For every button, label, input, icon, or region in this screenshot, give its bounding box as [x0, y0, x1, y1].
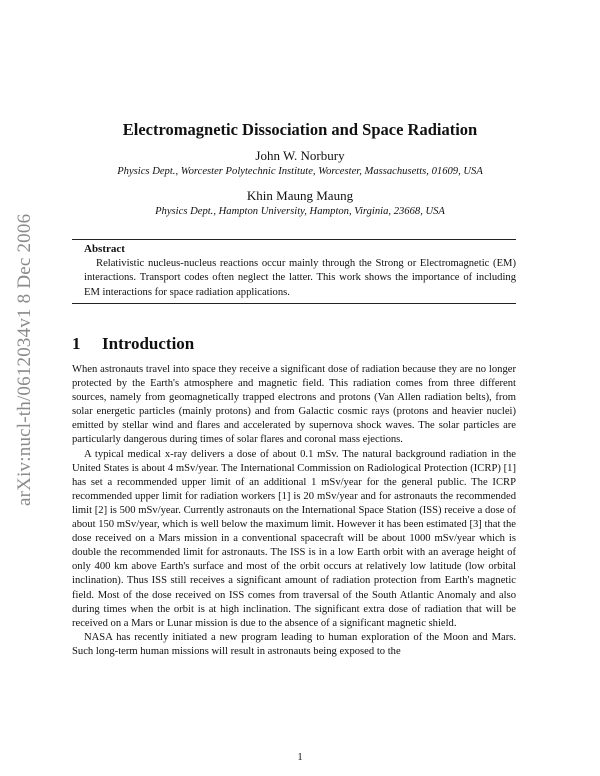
page-number: 1 — [297, 752, 303, 763]
abstract-bottom-rule — [72, 303, 516, 304]
abstract-heading: Abstract — [84, 243, 125, 255]
author-affiliation: Physics Dept., Worcester Polytechnic Institute, Worcester, Massachusetts, 01609, USA — [117, 166, 483, 177]
author-affiliation: Physics Dept., Hampton University, Hampton, Virginia, 23668, USA — [155, 206, 445, 217]
abstract-text: Relativistic nucleus-nucleus reactions occur mainly through the Strong or Electromagnetic (EM) interactions. Transport codes often neglect the latter. This work shows the importance of including EM interactions for space radiation applications. — [84, 258, 516, 298]
paragraph: NASA has recently initiated a new program leading to human exploration of the Moon and Mars. Such long-term human missions will result in astronauts being exposed to the — [72, 631, 516, 657]
section-number: 1 — [72, 334, 81, 353]
section-heading — [72, 334, 194, 354]
section-title: Introduction — [102, 334, 195, 353]
abstract-top-rule — [72, 239, 516, 240]
author-name: Khin Maung Maung — [246, 188, 354, 203]
paper-title: Electromagnetic Dissociation and Space Radiation — [122, 120, 478, 139]
paragraph: A typical medical x-ray delivers a dose of about 0.1 mSv. The natural background radiation in the United States is about 4 mSv/year. The International Commission on Radiological Protection (ICRP) [1] has set a recommended upper limit of an additional 1 mSv/year for the general public. The ICRP recommended upper limit for radiation workers [1] is 20 mSv/year and for astronauts the recommended limit [2] is 500 mSv/year. Currently astronauts on the International Space Station (ISS) receive a dose of about 150 mSv/year, which is well below the maximum limit. However it has been estimated [3] that the dose received on a Mars mission in a conventional spacecraft will be about 1000 mSv/year which is double the recommended limit for astronauts. The ISS is in a low Earth orbit with an average height of only 400 km above Earth's surface and most of the orbit occurs at relatively low latitude (low orbital inclination). Thus ISS still receives a significant amount of radiation protection from Earth's magnetic field. Most of the dose received on ISS comes from traversal of the South Atlantic Anomaly and also during times when the orbit is at high inclination. The significant extra dose of radiation that will be received on a Mars or Lunar mission is due to the absence of a significant magnetic shield. — [72, 448, 516, 629]
author-name: John W. Norbury — [255, 148, 345, 163]
section-body — [72, 363, 516, 659]
paragraph: When astronauts travel into space they receive a significant dose of radiation because they are no longer protected by the Earth's atmosphere and magnetic field. This radiation comes from three different sources, namely from geomagnetically trapped electrons and protons (Van Allen radiation belts), from solar energetic particles (mainly protons) and from Galactic cosmic rays (protons and heavier nuclei) emitted by stellar wind and flares and accelerated by supernova shock waves. The solar particles are particularly dangerous during times of solar flares and coronal mass ejections. — [72, 364, 516, 446]
arxiv-identifier: arXiv:nucl-th/0612034v1 8 Dec 2006 — [14, 213, 35, 506]
